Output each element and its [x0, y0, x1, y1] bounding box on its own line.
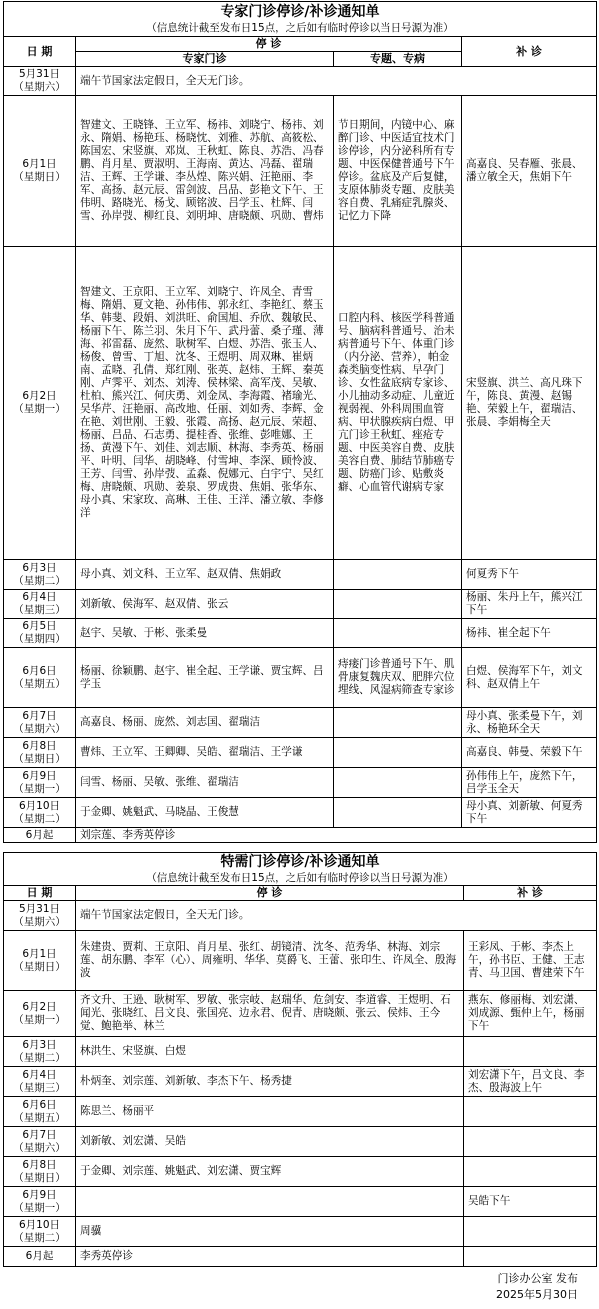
table-row: [4, 648, 597, 708]
date-weekday: （星期六）: [13, 722, 66, 735]
expert-table-subtitle: （信息统计截至发布日15点，之后如有临时停诊以当日号源为准）: [146, 22, 454, 34]
table-row: [4, 560, 597, 590]
date-cell: [4, 1217, 76, 1247]
merged-cell: 端午节国家法定假日，全天无门诊。: [76, 67, 597, 96]
makeup-cell: [464, 1217, 597, 1247]
date-day: 6月9日: [22, 1188, 57, 1201]
special-table-title: 特需门诊停诊/补诊通知单: [220, 854, 380, 870]
header-expert: 专家门诊: [76, 52, 334, 67]
date-weekday: （星期三）: [13, 1081, 66, 1094]
header-stop: 停 诊: [76, 886, 464, 901]
expert-stop-cell: 赵宇、吴敏、于彬、张柔曼: [76, 619, 334, 648]
expert-stop-cell: 智建文、王京阳、王立军、刘晓宁、许凤全、青雪梅、隋娟、夏文艳、孙伟伟、郭永红、李艳红、蔡玉华、韩斐、段娟、刘洪旺、俞国旭、乔欣、魏敏民、杨丽下午、陈兰羽、朱月下午、武丹蕾、桑子瑾、薄海、祁雷磊、庞然、耿树军、白煜、苏浩、张玉人、杨俊、曾雪、丁旭、沈冬、王煜明、周双琳、崔炳南、孟晓、孔倩、郑红刚、张英、赵炜、王辉、秦英刚、卢霁平、刘杰、刘涛、侯林梁、高军茂、吴敏、杜柏、熊兴江、何庆勇、刘金凤、李海霞、褚瑜光、吴华芹、汪艳丽、高改地、任丽、刘如秀、李辉、金在艳、刘世刚、王毅、张霞、高扬、赵元辰、荣超、杨丽、吕品、石志勇、提桂香、张维、彭唯娜、王扬、黄漫下午、刘佳、刘志顺、林海、李秀英、杨丽平、叶明、闫华、胡晓峰、付雪坤、李深、顾怜波、王芳、闫雪、孙岸弢、孟淼、倪娜元、白宇宁、吴红梅、唐晓颇、巩勋、姜泉、罗成贵、焦娟、张华东、母小真、宋家玫、高琳、王佳、王洋、潘立敏、李修洋: [76, 247, 334, 560]
date-day: 5月31日: [18, 68, 61, 80]
date-weekday: （星期日）: [13, 960, 66, 973]
notice-footer: [496, 1271, 578, 1303]
date-weekday: （星期日）: [13, 171, 66, 183]
date-day: 6月7日: [22, 1128, 57, 1141]
date-cell: [4, 619, 76, 648]
date-weekday: （星期二）: [13, 574, 66, 587]
date-cell: [4, 1187, 76, 1217]
stop-cell: 刘新敏、刘宏潇、吴皓: [76, 1127, 464, 1157]
table-row: [4, 1217, 597, 1247]
makeup-cell: 何夏秀下午: [462, 560, 597, 590]
header-makeup: 补 诊: [464, 886, 597, 901]
date-weekday: （星期六）: [13, 1141, 66, 1154]
date-cell: [4, 1127, 76, 1157]
date-day: 6月3日: [22, 1038, 57, 1051]
date-weekday: （星期五）: [13, 1111, 66, 1124]
expert-stop-cell: 高嘉良、杨丽、庞然、刘志国、翟瑞洁: [76, 708, 334, 738]
date-day: 6月10日: [18, 799, 61, 812]
date-day: 6月6日: [22, 1098, 57, 1111]
date-day: 6月6日: [22, 664, 57, 677]
date-day: 6月2日: [22, 390, 57, 402]
merged-cell: 刘宗莲、李秀英停诊: [76, 828, 597, 843]
table-row: [4, 1037, 597, 1067]
expert-stop-cell: 智建文、王晓锋、王立军、杨祎、刘晓宁、杨祎、刘永、隋娟、杨艳珏、杨晓忱、刘雅、苏航、高筱松、陈国宏、宋竖旗、邓岚、王秋虹、陈良、苏浩、冯春鹏、肖月星、贾淑明、王海南、黄达、冯磊、翟瑞洁、王辉、王学谦、李丛煌、陈兴娟、汪艳丽、李军、高扬、赵元辰、雷剑波、吕品、彭艳文下午、王伟明、路晓光、杨戈、顾铭波、吕学玉、杜辉、闫雪、孙岸弢、柳红良、刘明坤、唐晓颇、巩勋、曹炜: [76, 96, 334, 247]
makeup-cell: [464, 1037, 597, 1067]
table-row: [4, 931, 597, 991]
date-cell: 6月起: [4, 828, 76, 843]
date-cell: [4, 67, 76, 96]
makeup-cell: 宋竖旗、洪兰、高凡珠下午，陈良、黄漫、赵锡艳、荣毅上午，翟瑞洁、张晨、李娟梅全天: [462, 247, 597, 560]
special-stop-cell: 口腔内科、核医学科普通号、脑病科普通号、治未病普通号下午、体重门诊（内分泌、营养），帕金森类脑变性病、早孕门诊、女性盆底病专家诊、小儿抽动多动症、儿童近视弱视、外科周围血管病、甲状腺疾病白煜、甲亢门诊王秋虹、痤疮专题、中医美容自费、皮肤美容自费、肺结节肺癌专题、防癌门诊、贴敷炎癖、心血管代谢病专家: [334, 247, 462, 560]
makeup-cell: [464, 1247, 597, 1267]
date-weekday: （星期五）: [13, 677, 66, 690]
table-row: [4, 828, 597, 843]
stop-cell: 朱建贵、贾莉、王京阳、肖月星、张红、胡镜清、沈冬、范秀华、林海、刘宗莲、胡东鹏、李军（心）、周雍明、华华、莫爵飞、王蕾、张印生、许凤全、殷海波: [76, 931, 464, 991]
makeup-cell: [464, 1157, 597, 1187]
makeup-cell: 孙伟伟上午，庞然下午，吕学玉全天: [462, 768, 597, 798]
table-row: [4, 590, 597, 619]
stop-cell: 李秀英停诊: [76, 1247, 464, 1267]
table-row: [4, 798, 597, 828]
table-row: [4, 619, 597, 648]
stop-cell: 朴炳奎、刘宗莲、刘新敏、李杰下午、杨秀捷: [76, 1067, 464, 1097]
date-day: 6月2日: [22, 1000, 57, 1013]
special-stop-cell: [334, 708, 462, 738]
date-day: 6月3日: [22, 561, 57, 574]
makeup-cell: 杨祎、崔全起下午: [462, 619, 597, 648]
table-row: [4, 1097, 597, 1127]
makeup-cell: 高嘉良、韩曼、荣毅下午: [462, 738, 597, 768]
date-weekday: （星期日）: [13, 752, 66, 765]
special-stop-cell: [334, 738, 462, 768]
stop-cell: 陈思兰、杨丽平: [76, 1097, 464, 1127]
special-stop-cell: 痔瘘门诊普通号下午、肌骨康复魏庆双、肥胖穴位埋线、风湿病筛查专家诊: [334, 648, 462, 708]
date-weekday: （星期三）: [13, 604, 66, 616]
stop-cell: 周骥: [76, 1217, 464, 1247]
date-cell: [4, 590, 76, 619]
date-cell: [4, 648, 76, 708]
table-gap: [0, 843, 599, 852]
table-row: [4, 1157, 597, 1187]
special-table-subtitle: （信息统计截至发布日15点，之后如有临时停诊以当日号源为准）: [146, 872, 454, 884]
notice-page: [0, 1, 599, 1309]
makeup-cell: 燕东、修丽梅、刘宏潇、刘成源、甄仲上午，杨丽下午: [464, 991, 597, 1037]
issue-date: 2025年5月30日: [496, 1288, 578, 1301]
table-row: [4, 96, 597, 247]
expert-stop-cell: 闫雪、杨丽、吴敏、张维、翟瑞洁: [76, 768, 334, 798]
makeup-cell: 母小真、刘新敏、何夏秀下午: [462, 798, 597, 828]
expert-clinic-table: [3, 1, 597, 843]
table-row: [4, 901, 597, 931]
expert-stop-cell: 刘新敏、侯海军、赵双倩、张云: [76, 590, 334, 619]
special-stop-cell: [334, 798, 462, 828]
stop-cell: [76, 1187, 464, 1217]
date-day: 5月31日: [18, 902, 61, 915]
header-stop: 停 诊: [76, 37, 462, 52]
date-day: 6月7日: [22, 709, 57, 722]
date-weekday: （星期一）: [13, 782, 66, 795]
table-row: [4, 1247, 597, 1267]
date-weekday: （星期四）: [13, 633, 66, 645]
date-weekday: （星期二）: [13, 1231, 66, 1244]
stop-cell: 齐文升、王逊、耿树军、罗敏、张宗岐、赵瑞华、危剑安、李道睿、王煜明、石闻光、张晓红、吕文良、张国亮、边永君、倪青、唐晓颇、张云、侯炜、王今觉、鲍艳举、林兰: [76, 991, 464, 1037]
date-day: 6月1日: [22, 947, 57, 960]
stop-cell: 林洪生、宋竖旗、白煜: [76, 1037, 464, 1067]
makeup-cell: 母小真、张柔曼下午，刘永、杨艳环全天: [462, 708, 597, 738]
expert-table-title: 专家门诊停诊/补诊通知单: [220, 4, 380, 20]
date-day: 6月4日: [22, 591, 57, 603]
table-row: [4, 1127, 597, 1157]
date-day: 6月9日: [22, 769, 57, 782]
date-weekday: （星期二）: [13, 1051, 66, 1064]
expert-stop-cell: 杨丽、徐颖鹏、赵宇、崔全起、王学谦、贾宝辉、吕学玉: [76, 648, 334, 708]
special-stop-cell: [334, 768, 462, 798]
special-stop-cell: [334, 560, 462, 590]
makeup-cell: 白煜、侯海军下午，刘文科、赵双倩上午: [462, 648, 597, 708]
date-cell: [4, 1157, 76, 1187]
table-row: [4, 768, 597, 798]
stop-cell: 于金卿、刘宗莲、姚魁武、刘宏潇、贾宝辉: [76, 1157, 464, 1187]
date-weekday: （星期一）: [13, 403, 66, 415]
table-row: [4, 247, 597, 560]
makeup-cell: [464, 1097, 597, 1127]
makeup-cell: 吴皓下午: [464, 1187, 597, 1217]
date-cell: [4, 798, 76, 828]
table-row: [4, 67, 597, 96]
expert-stop-cell: 于金卿、姚魁武、马晓晶、王俊慧: [76, 798, 334, 828]
makeup-cell: 王彩凤、于彬、李杰上午，孙书臣、王健、王志青、马卫国、曹建荣下午: [464, 931, 597, 991]
date-day: 6月4日: [22, 1068, 57, 1081]
issuer: 门诊办公室 发布: [497, 1272, 578, 1285]
date-weekday: （星期一）: [13, 1013, 66, 1026]
date-weekday: （星期日）: [13, 1171, 66, 1184]
date-cell: 6月起: [4, 1247, 76, 1267]
expert-stop-cell: 母小真、刘文科、王立军、赵双倩、焦娟政: [76, 560, 334, 590]
special-stop-cell: 节日期间，内镜中心、麻醉门诊、中医适宜技术门诊停诊，内分泌科所有专题、中医保健普通号下午停诊。盆底及产后复健，支原体肺炎专题、皮肤美容自费、乳痛症乳腺炎、记忆力下降: [334, 96, 462, 247]
header-date: 日 期: [4, 886, 76, 901]
table-row: [4, 708, 597, 738]
date-weekday: （星期六）: [13, 81, 66, 93]
date-weekday: （星期二）: [13, 812, 66, 825]
date-cell: [4, 901, 76, 931]
makeup-cell: [464, 1127, 597, 1157]
header-date: 日 期: [4, 37, 76, 67]
date-day: 6月10日: [18, 1218, 61, 1231]
date-day: 6月8日: [22, 1158, 57, 1171]
table-row: [4, 991, 597, 1037]
header-special: 专题、专病: [334, 52, 462, 67]
date-day: 6月8日: [22, 739, 57, 752]
header-makeup: 补 诊: [462, 37, 597, 67]
date-cell: [4, 768, 76, 798]
date-cell: [4, 991, 76, 1037]
makeup-cell: 刘宏潇下午，吕文良、李杰、殷海波上午: [464, 1067, 597, 1097]
special-needs-table: [3, 852, 597, 1267]
date-weekday: （星期六）: [13, 915, 66, 928]
expert-stop-cell: 曹炜、王立军、王卿卿、吴皓、翟瑞洁、王学谦: [76, 738, 334, 768]
table-row: [4, 1067, 597, 1097]
special-stop-cell: [334, 619, 462, 648]
makeup-cell: 杨丽、朱丹上午，熊兴江下午: [462, 590, 597, 619]
date-cell: [4, 1037, 76, 1067]
merged-cell: 端午节国家法定假日，全天无门诊。: [76, 901, 597, 931]
date-cell: [4, 931, 76, 991]
date-cell: [4, 738, 76, 768]
date-day: 6月1日: [22, 158, 57, 170]
expert-table-title-cell: [4, 2, 597, 37]
date-weekday: （星期一）: [13, 1201, 66, 1214]
date-day: 6月5日: [22, 620, 57, 632]
date-cell: [4, 1067, 76, 1097]
makeup-cell: 高嘉良、吴春雁、张晨、潘立敏全天，焦娟下午: [462, 96, 597, 247]
table-row: [4, 738, 597, 768]
date-cell: [4, 247, 76, 560]
date-cell: [4, 560, 76, 590]
date-cell: [4, 1097, 76, 1127]
special-stop-cell: [334, 590, 462, 619]
date-cell: [4, 708, 76, 738]
date-cell: [4, 96, 76, 247]
table-row: [4, 1187, 597, 1217]
special-table-title-cell: [4, 853, 597, 886]
